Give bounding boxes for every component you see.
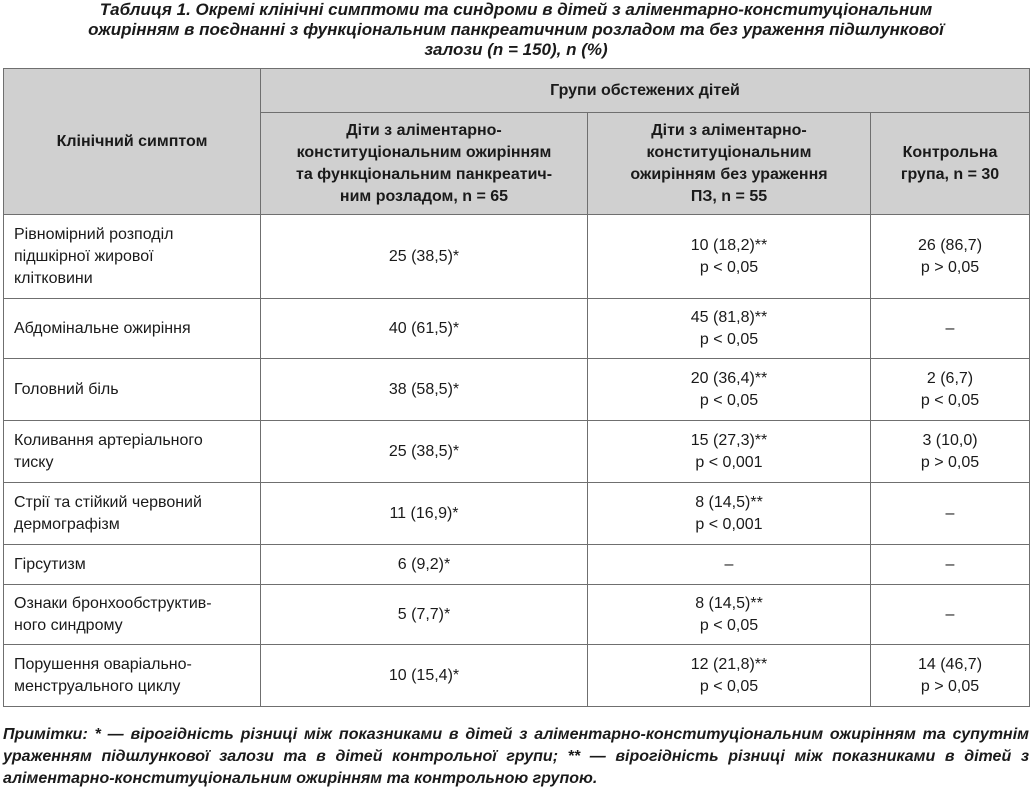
cell-line: менструального циклу	[14, 677, 181, 695]
cell-line: ожирінням без ураження	[630, 165, 828, 183]
table-caption	[0, 0, 1032, 60]
cell-line: –	[945, 555, 955, 573]
table-row	[4, 545, 1030, 585]
cell-line: підшкірної жирової	[14, 247, 154, 265]
cell-line: конституціональним	[646, 143, 812, 161]
cell-line: 6 (9,2)*	[397, 555, 451, 573]
cell-line: p < 0,05	[699, 616, 759, 634]
cell-line: 25 (38,5)*	[388, 247, 460, 265]
cell-line: Контрольна	[902, 143, 998, 161]
caption-line: Таблиця 1. Окремі клінічні симптоми та синдроми в дітей з аліментарно-конституціональним	[99, 0, 933, 19]
cell-line: p < 0,05	[920, 391, 980, 409]
cell-line: 2 (6,7)	[926, 369, 974, 387]
header-col2	[588, 113, 871, 215]
symptom-cell	[4, 421, 261, 483]
control-cell	[871, 585, 1030, 645]
cell-line: 14 (46,7)	[917, 655, 983, 673]
group1-cell	[261, 585, 588, 645]
notes-text: * — вірогідність різниці між показниками в дітей з аліментарно-конституціональним ожирінням та супутнім ураженням підшлункової залози та в дітей контрольної групи; ** — вірогідність різниці між показниками в дітей з аліментарно-конституціональним ожирінням та контрольною групою.	[3, 726, 1029, 787]
table-row	[4, 359, 1030, 421]
cell-line: p < 0,001	[695, 515, 763, 533]
cell-line: Абдомінальне ожиріння	[14, 319, 191, 337]
cell-line: –	[724, 555, 734, 573]
cell-line: Діти з аліментарно-	[651, 121, 807, 139]
cell-line: група, n = 30	[900, 165, 1000, 183]
cell-line: конституціональним ожирінням	[296, 143, 552, 161]
group2-cell	[588, 483, 871, 545]
cell-line: 12 (21,8)**	[690, 655, 768, 673]
cell-line: 40 (61,5)*	[388, 319, 460, 337]
table-body	[4, 215, 1030, 707]
group1-cell	[261, 483, 588, 545]
control-cell	[871, 545, 1030, 585]
cell-line: 10 (15,4)*	[388, 666, 460, 684]
caption-line: залози (n = 150), n (%)	[424, 40, 608, 59]
symptom-cell	[4, 299, 261, 359]
cell-line: p > 0,05	[920, 677, 980, 695]
symptom-cell	[4, 645, 261, 707]
table-row	[4, 299, 1030, 359]
cell-line: 45 (81,8)**	[690, 308, 768, 326]
control-cell	[871, 215, 1030, 299]
control-cell	[871, 421, 1030, 483]
cell-line: ним розладом, n = 65	[339, 187, 509, 205]
cell-line: –	[945, 605, 955, 623]
cell-line: 3 (10,0)	[922, 431, 978, 449]
clinical-symptoms-table	[3, 68, 1030, 707]
cell-line: ного синдрому	[14, 616, 123, 634]
control-cell	[871, 483, 1030, 545]
header-col3	[871, 113, 1030, 215]
control-cell	[871, 359, 1030, 421]
symptom-cell	[4, 545, 261, 585]
symptom-cell	[4, 483, 261, 545]
header-symptom: Клінічний симптом	[4, 69, 261, 215]
cell-line: p < 0,05	[699, 330, 759, 348]
group1-cell	[261, 545, 588, 585]
group1-cell	[261, 359, 588, 421]
cell-line: –	[945, 319, 955, 337]
cell-line: 20 (36,4)**	[690, 369, 768, 387]
group1-cell	[261, 645, 588, 707]
group1-cell	[261, 421, 588, 483]
table-notes	[3, 724, 1029, 790]
cell-line: p < 0,05	[699, 258, 759, 276]
table-row	[4, 215, 1030, 299]
table-row	[4, 585, 1030, 645]
cell-line: Рівномірний розподіл	[14, 225, 174, 243]
cell-line: 25 (38,5)*	[388, 442, 460, 460]
cell-line: та функціональним панкреатич-	[295, 165, 553, 183]
group2-cell	[588, 359, 871, 421]
cell-line: 15 (27,3)**	[690, 431, 768, 449]
cell-line: 11 (16,9)*	[389, 504, 459, 522]
group1-cell	[261, 299, 588, 359]
cell-line: 10 (18,2)**	[690, 236, 768, 254]
cell-line: клітковини	[14, 269, 93, 287]
group2-cell	[588, 215, 871, 299]
cell-line: 38 (58,5)*	[388, 380, 460, 398]
table-row	[4, 483, 1030, 545]
notes-label: Примітки:	[3, 726, 88, 743]
cell-line: ПЗ, n = 55	[690, 187, 768, 205]
group2-cell	[588, 299, 871, 359]
header-col1	[261, 113, 588, 215]
cell-line: Гірсутизм	[14, 555, 86, 573]
cell-line: Коливання артеріального	[14, 431, 203, 449]
cell-line: –	[945, 504, 955, 522]
group2-cell	[588, 585, 871, 645]
control-cell	[871, 299, 1030, 359]
cell-line: p > 0,05	[920, 258, 980, 276]
cell-line: 26 (86,7)	[917, 236, 983, 254]
cell-line: p > 0,05	[920, 453, 980, 471]
cell-line: Головний біль	[14, 380, 119, 398]
caption-line: ожирінням в поєднанні з функціональним панкреатичним розладом та без ураження підшлункової	[88, 20, 944, 39]
cell-line: p < 0,05	[699, 677, 759, 695]
table-row	[4, 645, 1030, 707]
table-row	[4, 421, 1030, 483]
group2-cell	[588, 645, 871, 707]
group1-cell	[261, 215, 588, 299]
header-groups: Групи обстежених дітей	[261, 69, 1030, 113]
cell-line: Порушення оваріально-	[14, 655, 192, 673]
control-cell	[871, 645, 1030, 707]
symptom-cell	[4, 359, 261, 421]
symptom-cell	[4, 585, 261, 645]
group2-cell	[588, 545, 871, 585]
cell-line: 8 (14,5)**	[695, 594, 763, 612]
cell-line: 5 (7,7)*	[397, 605, 451, 623]
cell-line: тиску	[14, 453, 54, 471]
cell-line: p < 0,001	[695, 453, 763, 471]
symptom-cell	[4, 215, 261, 299]
cell-line: p < 0,05	[699, 391, 759, 409]
cell-line: Діти з аліментарно-	[346, 121, 502, 139]
cell-line: Стрії та стійкий червоний	[14, 493, 202, 511]
group2-cell	[588, 421, 871, 483]
cell-line: Ознаки бронхообструктив-	[14, 594, 212, 612]
cell-line: дермографізм	[14, 515, 120, 533]
cell-line: 8 (14,5)**	[695, 493, 763, 511]
